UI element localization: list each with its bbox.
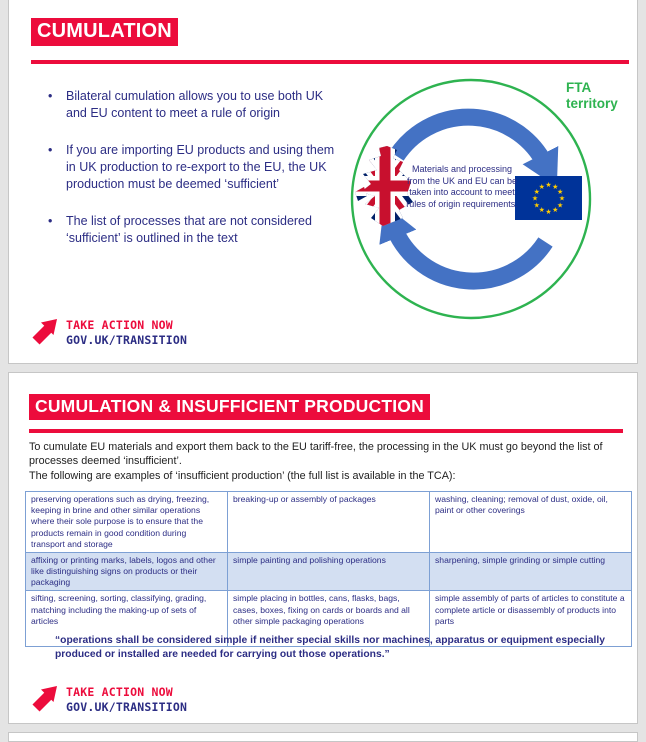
cycle-arrow-top-icon (397, 117, 546, 164)
svg-text:★: ★ (557, 201, 564, 210)
bullet-text: • The list of processes that are not considered ‘sufficient’ is outlined in the text (66, 214, 312, 245)
bullet-item (39, 88, 341, 121)
table-cell: sharpening, simple grinding or simple cutting (430, 552, 632, 591)
take-action-arrow-icon (31, 318, 58, 345)
table-cell: sifting, screening, sorting, classifying, grading, matching including the making-up of sets of articles (26, 591, 228, 647)
cycle-arrow-bottom-icon (394, 228, 546, 281)
campaign-footer (31, 685, 187, 715)
table-cell: simple placing in bottles, cans, flasks, bags, cases, boxes, fixing on cards or boards and all other simple packaging operations (228, 591, 430, 647)
bullet-list (39, 88, 341, 267)
svg-text:★: ★ (557, 187, 564, 196)
svg-text:★: ★ (558, 194, 566, 203)
take-action-now-text: TAKE ACTION NOW (66, 318, 173, 332)
title-underline (31, 60, 629, 64)
intro-paragraph-1: To cumulate EU materials and export them back to the EU tariff-free, the processing in the UK must go beyond the list of processes deemed ‘insufficient’. (29, 441, 603, 468)
table-cell: simple assembly of parts of articles to constitute a complete article or disassembly of products into parts (430, 591, 632, 647)
bullet-text: • Bilateral cumulation allows you to use both UK and EU content to meet a rule of origin (66, 89, 324, 120)
svg-text:★: ★ (533, 187, 540, 196)
table-cell: breaking-up or assembly of packages (228, 492, 430, 553)
bullet-item (39, 142, 341, 192)
svg-text:★: ★ (545, 181, 552, 189)
simple-operations-quote: “operations shall be considered simple if neither special skills nor machines, apparatus or equipment especially produced or installed are needed for carrying out those operations.” (55, 635, 605, 660)
table-cell: simple painting and polishing operations (228, 552, 430, 591)
eu-flag-icon (515, 176, 582, 220)
slide-cumulation-insufficient-production (8, 372, 638, 724)
table-row-highlighted (26, 552, 632, 591)
govuk-transition-link[interactable]: GOV.UK/TRANSITION (66, 699, 188, 714)
intro-paragraph-2: The following are examples of ‘insufficient production’ (the full list is available in the TCA): (29, 470, 456, 482)
campaign-footer (31, 318, 187, 348)
take-action-now-text: TAKE ACTION NOW (66, 685, 173, 699)
bullet-item (39, 213, 341, 246)
take-action-arrow-icon (31, 685, 58, 712)
svg-text:★: ★ (545, 208, 552, 216)
slide1-title: CUMULATION (31, 18, 178, 46)
slide2-title: CUMULATION & INSUFFICIENT PRODUCTION (29, 394, 430, 420)
slide-cumulation (8, 0, 638, 364)
fta-territory-label: FTA territory (566, 80, 618, 111)
table-row (26, 492, 632, 553)
svg-text:★: ★ (538, 182, 545, 191)
table-cell: washing, cleaning; removal of dust, oxide, oil, paint or other coverings (430, 492, 632, 553)
diagram-center-text: Materials and processing from the UK and EU can be taken into account to meet rules of origin requirements. (406, 164, 518, 210)
svg-text:★: ★ (538, 206, 545, 215)
svg-text:★: ★ (552, 206, 559, 215)
svg-text:★: ★ (533, 201, 540, 210)
svg-text:★: ★ (552, 182, 559, 191)
title-underline (29, 429, 623, 433)
next-slide-edge (8, 732, 638, 742)
insufficient-production-table (25, 491, 632, 647)
svg-text:★: ★ (531, 194, 539, 203)
bullet-text: • If you are importing EU products and using them in UK production to re-export to the EU, the UK production must be deemed ‘sufficient’ (66, 143, 335, 191)
govuk-transition-link[interactable]: GOV.UK/TRANSITION (66, 332, 188, 347)
table-cell: affixing or printing marks, labels, logos and other like distinguishing signs on products or their packaging (26, 552, 228, 591)
table-cell: preserving operations such as drying, freezing, keeping in brine and other similar operations where their sole purpose is to ensure that the products remain in good condition during transport and storage (26, 492, 228, 553)
